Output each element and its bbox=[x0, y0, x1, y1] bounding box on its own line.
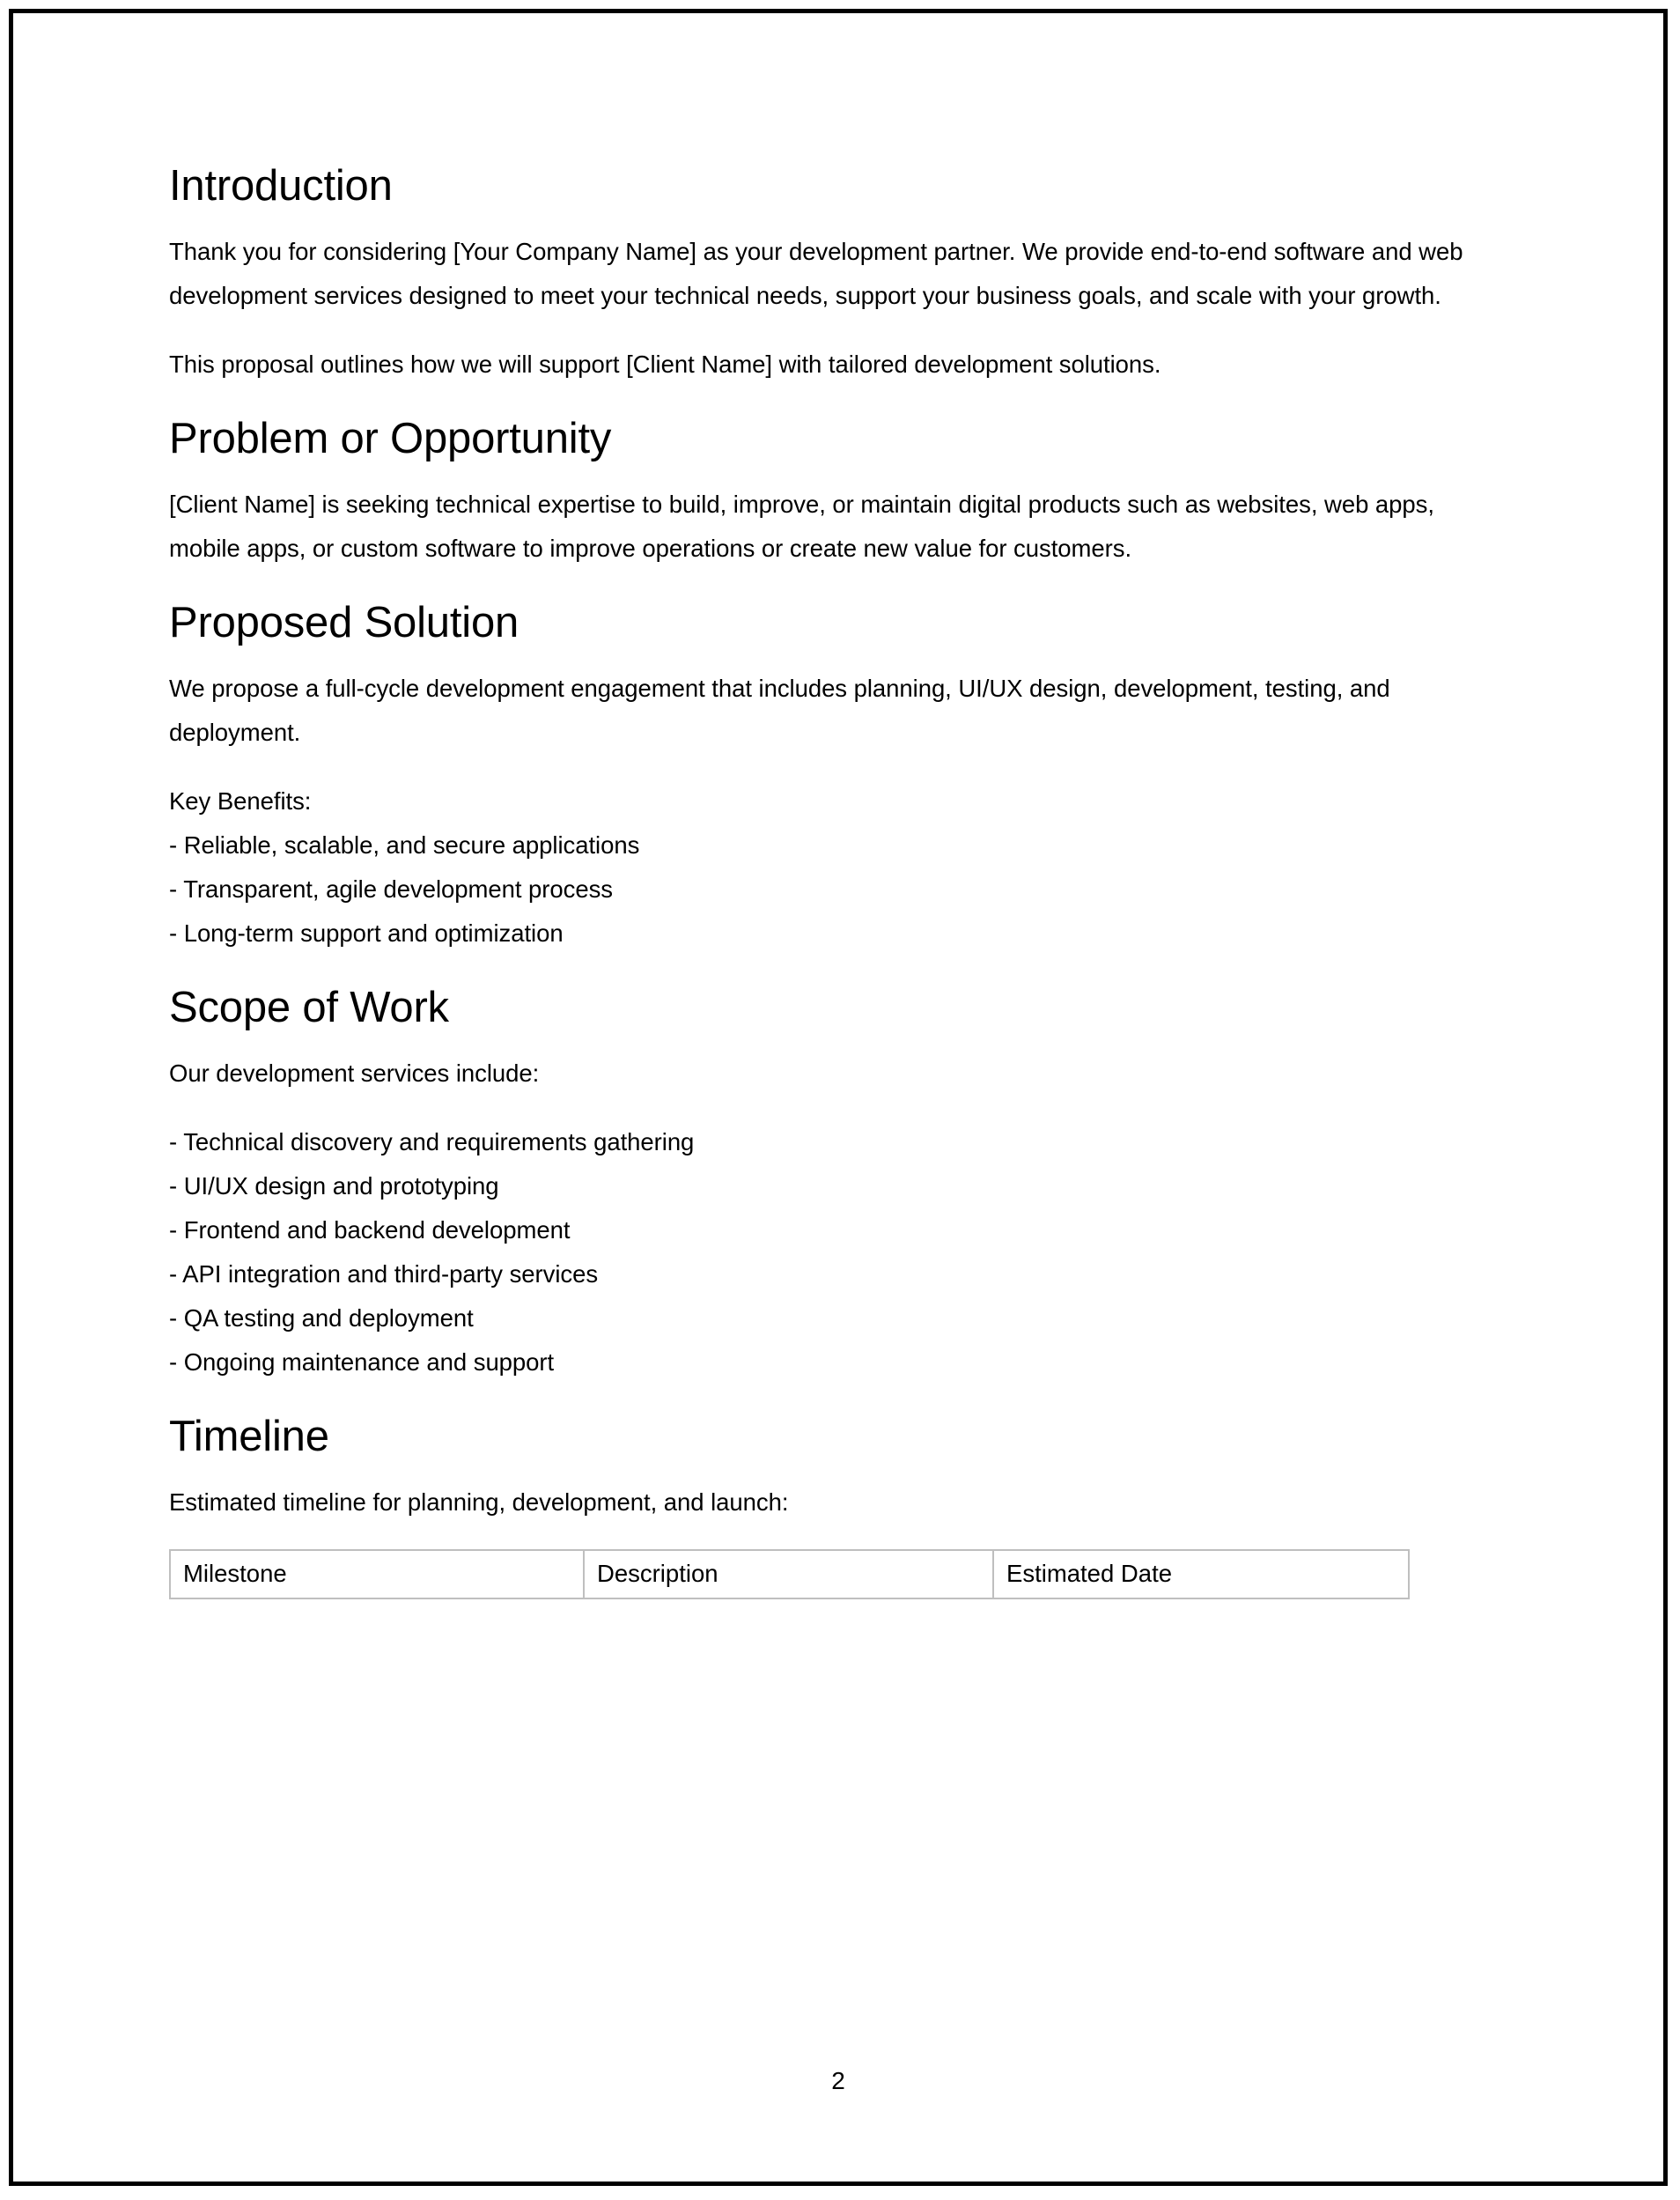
spacer bbox=[169, 1031, 1507, 1052]
paragraph-introduction-2: This proposal outlines how we will support [Client Name] with tailored development solutions. bbox=[169, 350, 1161, 378]
scope-of-work-item: - API integration and third-party services bbox=[169, 1259, 599, 1288]
scope-of-work-item: - UI/UX design and prototyping bbox=[169, 1171, 499, 1200]
heading-timeline: Timeline bbox=[169, 1412, 329, 1460]
spacer bbox=[169, 387, 1507, 416]
table-header-row bbox=[170, 1550, 1409, 1598]
paragraph-introduction-1: Thank you for considering [Your Company Name] as your development partner. We provide end-to-end software and web development services designed to meet your technical needs, support your business goals, and scale with your growth. bbox=[169, 237, 1463, 309]
scope-of-work-item: - QA testing and deployment bbox=[169, 1303, 474, 1332]
document-body bbox=[169, 163, 1507, 1599]
page-number: 2 bbox=[831, 2067, 845, 2094]
spacer bbox=[169, 646, 1507, 667]
key-benefits-label: Key Benefits: bbox=[169, 786, 312, 815]
heading-introduction: Introduction bbox=[169, 162, 393, 210]
table-header-cell-milestone: Milestone bbox=[170, 1550, 584, 1598]
table-header-cell-estimated-date: Estimated Date bbox=[993, 1550, 1409, 1598]
scope-of-work-item: - Technical discovery and requirements gathering bbox=[169, 1127, 695, 1155]
spacer bbox=[169, 318, 1507, 343]
paragraph-timeline-intro: Estimated timeline for planning, development, and launch: bbox=[169, 1488, 789, 1516]
spacer bbox=[169, 210, 1507, 230]
key-benefits-item: - Reliable, scalable, and secure applications bbox=[169, 831, 640, 859]
heading-proposed-solution: Proposed Solution bbox=[169, 598, 519, 646]
paragraph-proposed-solution-1: We propose a full-cycle development engagement that includes planning, UI/UX design, development, testing, and deployment. bbox=[169, 674, 1390, 746]
heading-scope-of-work: Scope of Work bbox=[169, 983, 449, 1031]
spacer bbox=[169, 1096, 1507, 1120]
spacer bbox=[169, 1524, 1507, 1549]
key-benefits-item: - Transparent, agile development process bbox=[169, 875, 613, 903]
paragraph-scope-of-work-intro: Our development services include: bbox=[169, 1059, 540, 1087]
spacer bbox=[169, 571, 1507, 600]
table-header-cell-description: Description bbox=[584, 1550, 993, 1598]
spacer bbox=[169, 1460, 1507, 1480]
spacer bbox=[169, 1384, 1507, 1414]
heading-problem-or-opportunity: Problem or Opportunity bbox=[169, 414, 612, 462]
page-frame bbox=[9, 9, 1668, 2186]
timeline-table bbox=[169, 1549, 1410, 1599]
scope-of-work-item: - Ongoing maintenance and support bbox=[169, 1347, 555, 1376]
spacer bbox=[169, 462, 1507, 483]
scope-of-work-item: - Frontend and backend development bbox=[169, 1215, 571, 1244]
spacer bbox=[169, 755, 1507, 779]
key-benefits-item: - Long-term support and optimization bbox=[169, 919, 564, 947]
page-canvas bbox=[13, 13, 1663, 2182]
spacer bbox=[169, 956, 1507, 985]
paragraph-problem-or-opportunity-1: [Client Name] is seeking technical expertise to build, improve, or maintain digital products such as websites, web apps, mobile apps, or custom software to improve operations or create new value for customers. bbox=[169, 490, 1434, 562]
